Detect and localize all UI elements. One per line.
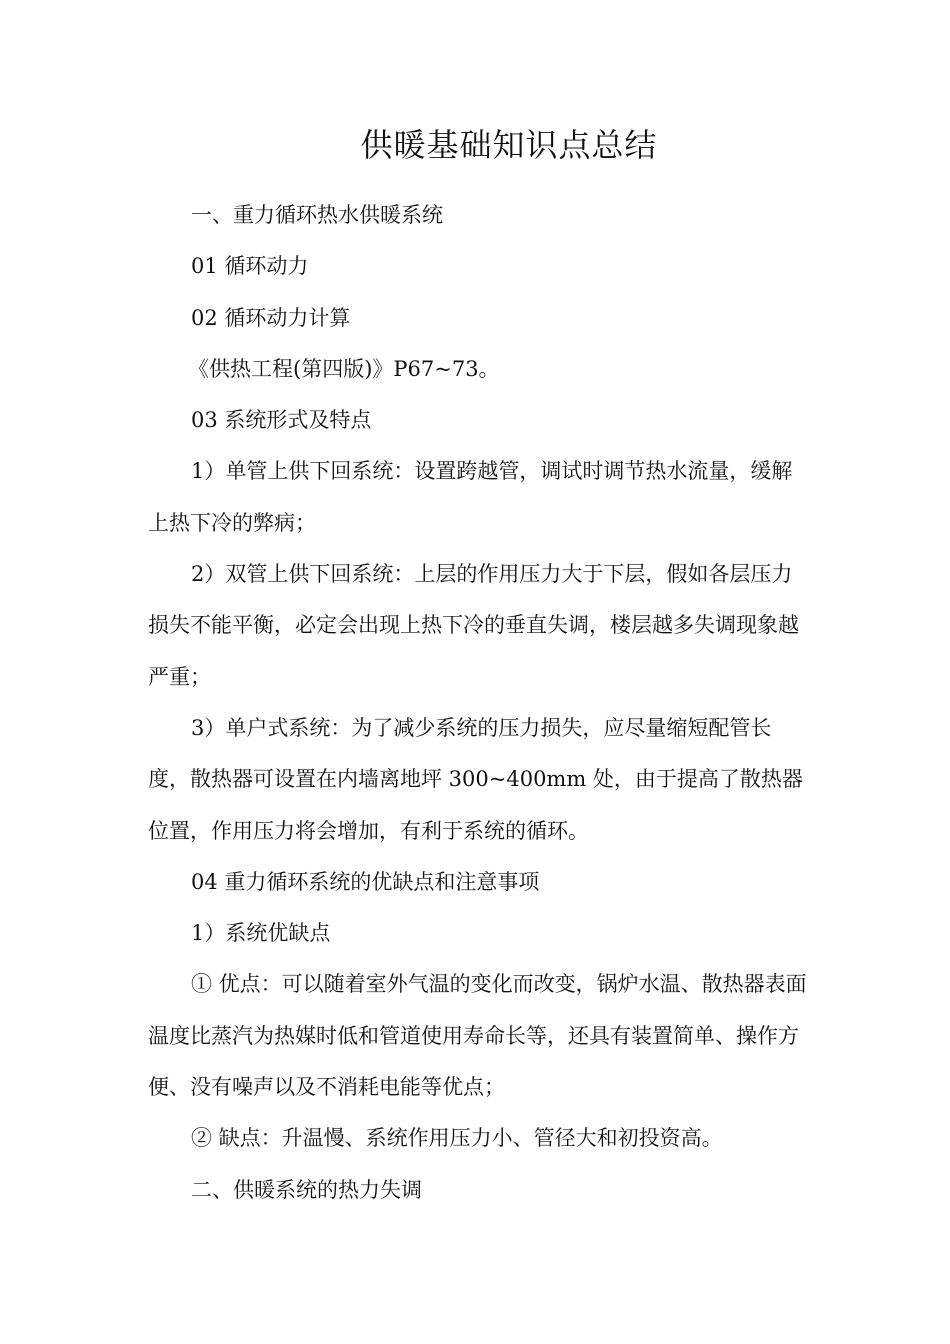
paragraph-disadvantages: ② 缺点：升温慢、系统作用压力小、管径大和初投资高。: [191, 1126, 723, 1151]
document-body: [148, 190, 808, 1216]
subheading-01: 01 循环动力: [191, 254, 309, 279]
paragraph-advantages: ① 优点：可以随着室外气温的变化而改变，锅炉水温、散热器表面温度比蒸汽为热媒时低和管道使用寿命长等，还具有装置简单、操作方便、没有噪声以及不消耗电能等优点；: [148, 972, 807, 1100]
section-heading-1: 一、重力循环热水供暖系统: [191, 203, 443, 227]
list-heading-pros-cons: 1）系统优缺点: [191, 921, 331, 946]
section-heading-2: 二、供暖系统的热力失调: [191, 1177, 422, 1202]
reference-line: 《供热工程(第四版)》P67~73。: [188, 356, 500, 381]
paragraph-single-household: 3）单户式系统：为了减少系统的压力损失，应尽量缩短配管长度，散热器可设置在内墙离地坪 300~400mm 处，由于提高了散热器位置，作用压力将会增加，有利于系统的循环。: [148, 715, 803, 843]
subheading-02: 02 循环动力计算: [191, 305, 351, 330]
document-title: 供暖基础知识点总结: [360, 126, 658, 164]
subheading-04: 04 重力循环系统的优缺点和注意事项: [191, 869, 540, 894]
paragraph-double-pipe: 2）双管上供下回系统：上层的作用压力大于下层，假如各层压力损失不能平衡，必定会出现上热下冷的垂直失调，楼层越多失调现象越严重；: [148, 562, 799, 689]
subheading-03: 03 系统形式及特点: [191, 408, 372, 433]
paragraph-single-pipe: 1）单管上供下回系统：设置跨越管，调试时调节热水流量，缓解上热下冷的弊病；: [148, 459, 793, 535]
